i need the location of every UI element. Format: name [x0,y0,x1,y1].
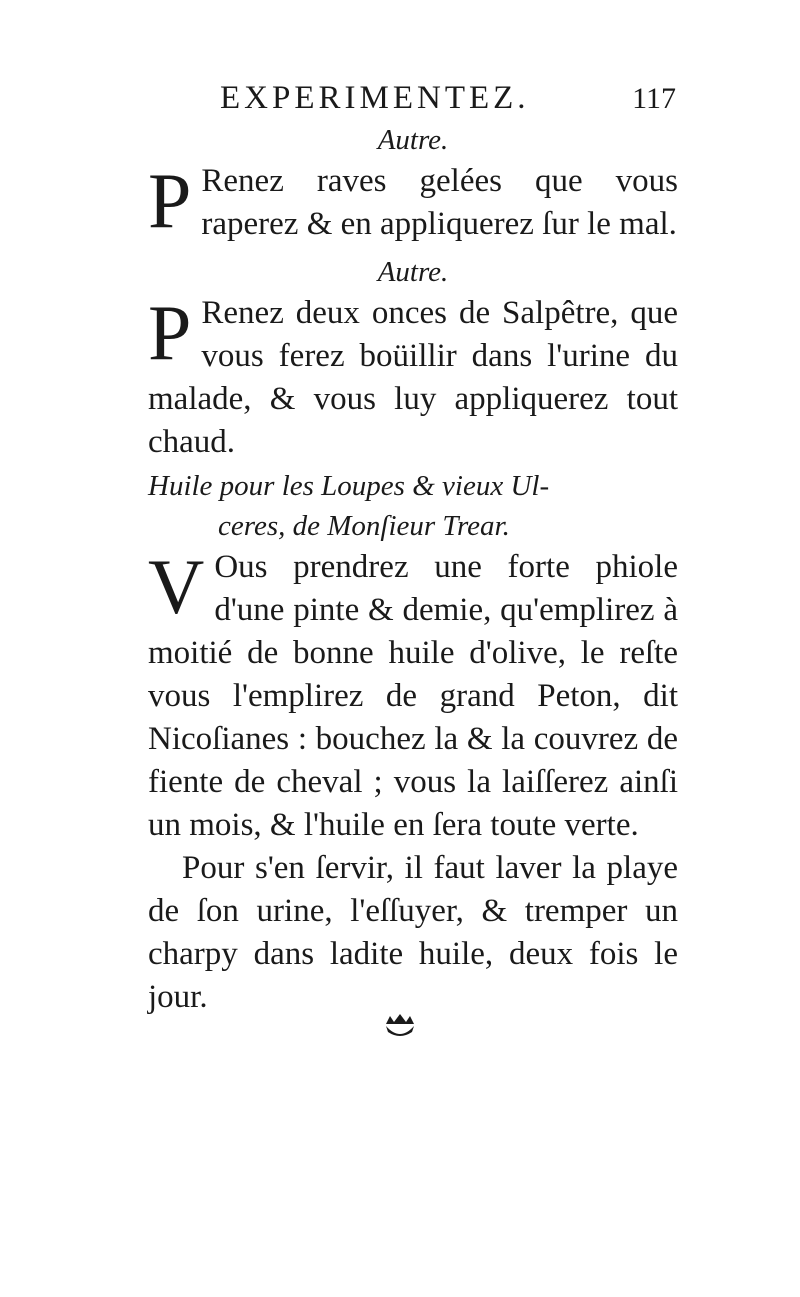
section-paragraph [148,157,678,246]
section-paragraph [148,289,678,464]
section-heading: Autre. [377,256,449,288]
running-head [140,80,680,124]
recipe-title-line: ceres, de Monſieur Trear. [218,510,510,542]
drop-cap: V [148,543,205,630]
paragraph-text: Renez deux onces de Salpêtre, que vous ferez boüillir dans l'urine du malade, & vous luy appliquerez tout chaud. [148,295,678,460]
drop-cap: P [148,157,192,244]
usage-paragraph: Pour s'en ſervir, il faut laver la playe de ſon urine, l'eſſuyer, & tremper un charpy dans ladite huile, deux fois le jour. [148,850,678,1015]
paragraph-text: Ous prendrez une forte phiole d'une pinte & demie, qu'emplirez à moitié de bonne huile d'olive, le reſte vous l'emplirez de grand Peton, dit Nicoſianes : bouchez la & la couvrez de fiente de cheval ; vous la laiſſerez ainſi un mois, & l'huile en ſera toute verte. [148,549,678,843]
paragraph-text: Renez raves gelées que vous raperez & en appliquerez ſur le mal. [201,163,678,242]
crown-fleuron-icon [380,1012,420,1042]
recipe-title-line: Huile pour les Loupes & vieux Ul- [148,470,550,502]
page-number: 117 [632,82,676,115]
drop-cap: P [148,289,192,376]
section-heading: Autre. [377,124,449,156]
text-block [148,120,678,1019]
running-title: EXPERIMENTEZ. [220,80,530,116]
recipe-paragraph [148,543,678,847]
recipe-title [148,466,678,546]
